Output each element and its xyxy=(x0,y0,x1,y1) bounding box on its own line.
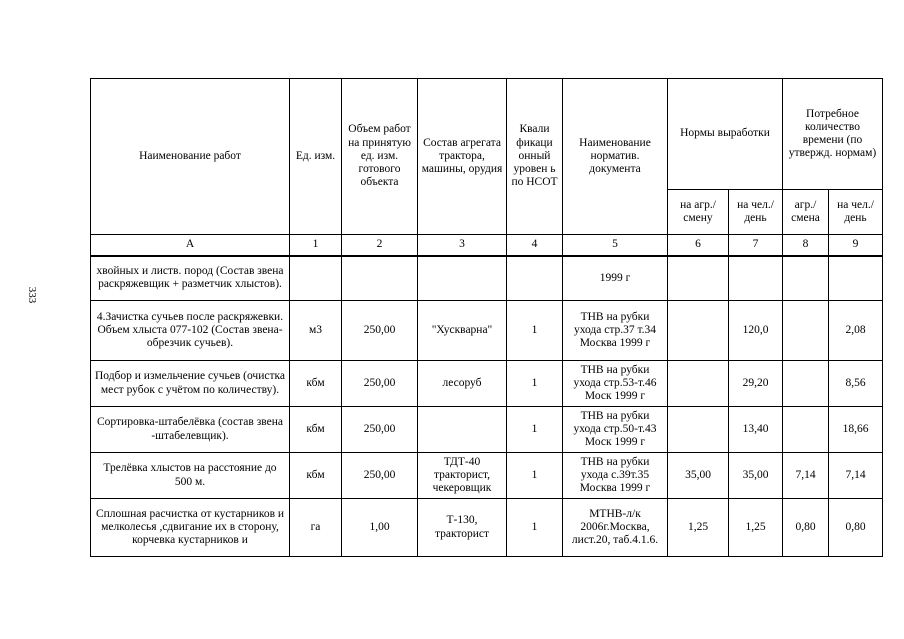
work-name: Сортировка-штабелёвка (состав звена -штабелевщик). xyxy=(91,407,290,453)
volume: 250,00 xyxy=(342,453,418,499)
table-row xyxy=(91,361,883,407)
qualification-level: 1 xyxy=(507,361,563,407)
time-chel: 18,66 xyxy=(829,407,883,453)
index-cell: А xyxy=(91,235,290,256)
table-row xyxy=(91,256,883,301)
norm-chel: 120,0 xyxy=(729,301,783,361)
normative-document: ТНВ на рубки ухода стр.37 т.34 Москва 1999 г xyxy=(563,301,668,361)
volume: 250,00 xyxy=(342,361,418,407)
qualification-level: 1 xyxy=(507,407,563,453)
unit-composition: Т-130, тракторист xyxy=(418,499,507,557)
time-agr xyxy=(783,407,829,453)
header-norm-chel: на чел./ день xyxy=(729,190,783,235)
qualification-level: 1 xyxy=(507,453,563,499)
work-name: Подбор и измельчение сучьев (очистка мест рубок с учётом по количеству). xyxy=(91,361,290,407)
work-name: 4.Зачистка сучьев после раскряжевки. Объем хлыста 077-102 (Состав звена-обрезчик сучьев). xyxy=(91,301,290,361)
page-number: 333 xyxy=(26,286,38,304)
norm-chel: 1,25 xyxy=(729,499,783,557)
header-work-name: Наименование работ xyxy=(91,79,290,235)
norm-agr xyxy=(668,256,729,301)
index-cell: 4 xyxy=(507,235,563,256)
unit: кбм xyxy=(290,361,342,407)
time-chel: 7,14 xyxy=(829,453,883,499)
unit-composition: ТДТ-40 тракторист, чекеровщик xyxy=(418,453,507,499)
volume: 250,00 xyxy=(342,407,418,453)
qualification-level xyxy=(507,256,563,301)
index-cell: 7 xyxy=(729,235,783,256)
volume: 250,00 xyxy=(342,301,418,361)
norm-agr xyxy=(668,361,729,407)
norm-chel: 13,40 xyxy=(729,407,783,453)
header-volume: Объем работ на принятую ед. изм. готового объекта xyxy=(342,79,418,235)
header-norms: Нормы выработки xyxy=(668,79,783,190)
unit-composition: "Хускварна" xyxy=(418,301,507,361)
time-chel: 0,80 xyxy=(829,499,883,557)
norm-agr xyxy=(668,407,729,453)
normative-document: 1999 г xyxy=(563,256,668,301)
table-row xyxy=(91,407,883,453)
work-norms-table xyxy=(90,78,883,557)
header-qualification: Квали фикаци онный уровен ь по НСОТ xyxy=(507,79,563,235)
time-agr xyxy=(783,361,829,407)
volume xyxy=(342,256,418,301)
norm-chel xyxy=(729,256,783,301)
table-row xyxy=(91,453,883,499)
unit xyxy=(290,256,342,301)
index-cell: 9 xyxy=(829,235,883,256)
index-cell: 3 xyxy=(418,235,507,256)
unit: кбм xyxy=(290,407,342,453)
header-norm-agr: на агр./ смену xyxy=(668,190,729,235)
time-agr: 7,14 xyxy=(783,453,829,499)
header-time-agr: агр./ смена xyxy=(783,190,829,235)
normative-document: ТНВ на рубки ухода стр.53-т.46 Моск 1999 г xyxy=(563,361,668,407)
norm-agr: 35,00 xyxy=(668,453,729,499)
work-name: хвойных и листв. пород (Состав звена раскряжевщик + разметчик хлыстов). xyxy=(91,256,290,301)
header-time-chel: на чел./ день xyxy=(829,190,883,235)
normative-document: МТНВ-л/к 2006г.Москва, лист.20, таб.4.1.6. xyxy=(563,499,668,557)
qualification-level: 1 xyxy=(507,301,563,361)
unit-composition: лесоруб xyxy=(418,361,507,407)
norm-chel: 29,20 xyxy=(729,361,783,407)
qualification-level: 1 xyxy=(507,499,563,557)
time-agr xyxy=(783,301,829,361)
index-row xyxy=(91,235,883,256)
time-chel: 2,08 xyxy=(829,301,883,361)
work-name: Трелёвка хлыстов на расстояние до 500 м. xyxy=(91,453,290,499)
header-time: Потребное количество времени (по утвержд. нормам) xyxy=(783,79,883,190)
index-cell: 1 xyxy=(290,235,342,256)
index-cell: 2 xyxy=(342,235,418,256)
normative-document: ТНВ на рубки ухода с.39т.35 Москва 1999 г xyxy=(563,453,668,499)
unit: га xyxy=(290,499,342,557)
unit: м3 xyxy=(290,301,342,361)
header-unit-composition: Состав агрегата трактора, машины, орудия xyxy=(418,79,507,235)
table-row xyxy=(91,301,883,361)
norm-chel: 35,00 xyxy=(729,453,783,499)
index-cell: 8 xyxy=(783,235,829,256)
unit-composition xyxy=(418,256,507,301)
header-document: Наименование норматив. документа xyxy=(563,79,668,235)
norm-agr xyxy=(668,301,729,361)
time-agr: 0,80 xyxy=(783,499,829,557)
unit: кбм xyxy=(290,453,342,499)
time-agr xyxy=(783,256,829,301)
table-row xyxy=(91,499,883,557)
work-name: Сплошная расчистка от кустарников и мелколесья ,сдвигание их в сторону, корчевка кустарников и xyxy=(91,499,290,557)
normative-document: ТНВ на рубки ухода стр.50-т.43 Моск 1999 г xyxy=(563,407,668,453)
unit-composition xyxy=(418,407,507,453)
header-unit: Ед. изм. xyxy=(290,79,342,235)
volume: 1,00 xyxy=(342,499,418,557)
time-chel xyxy=(829,256,883,301)
index-cell: 6 xyxy=(668,235,729,256)
norm-agr: 1,25 xyxy=(668,499,729,557)
time-chel: 8,56 xyxy=(829,361,883,407)
index-cell: 5 xyxy=(563,235,668,256)
